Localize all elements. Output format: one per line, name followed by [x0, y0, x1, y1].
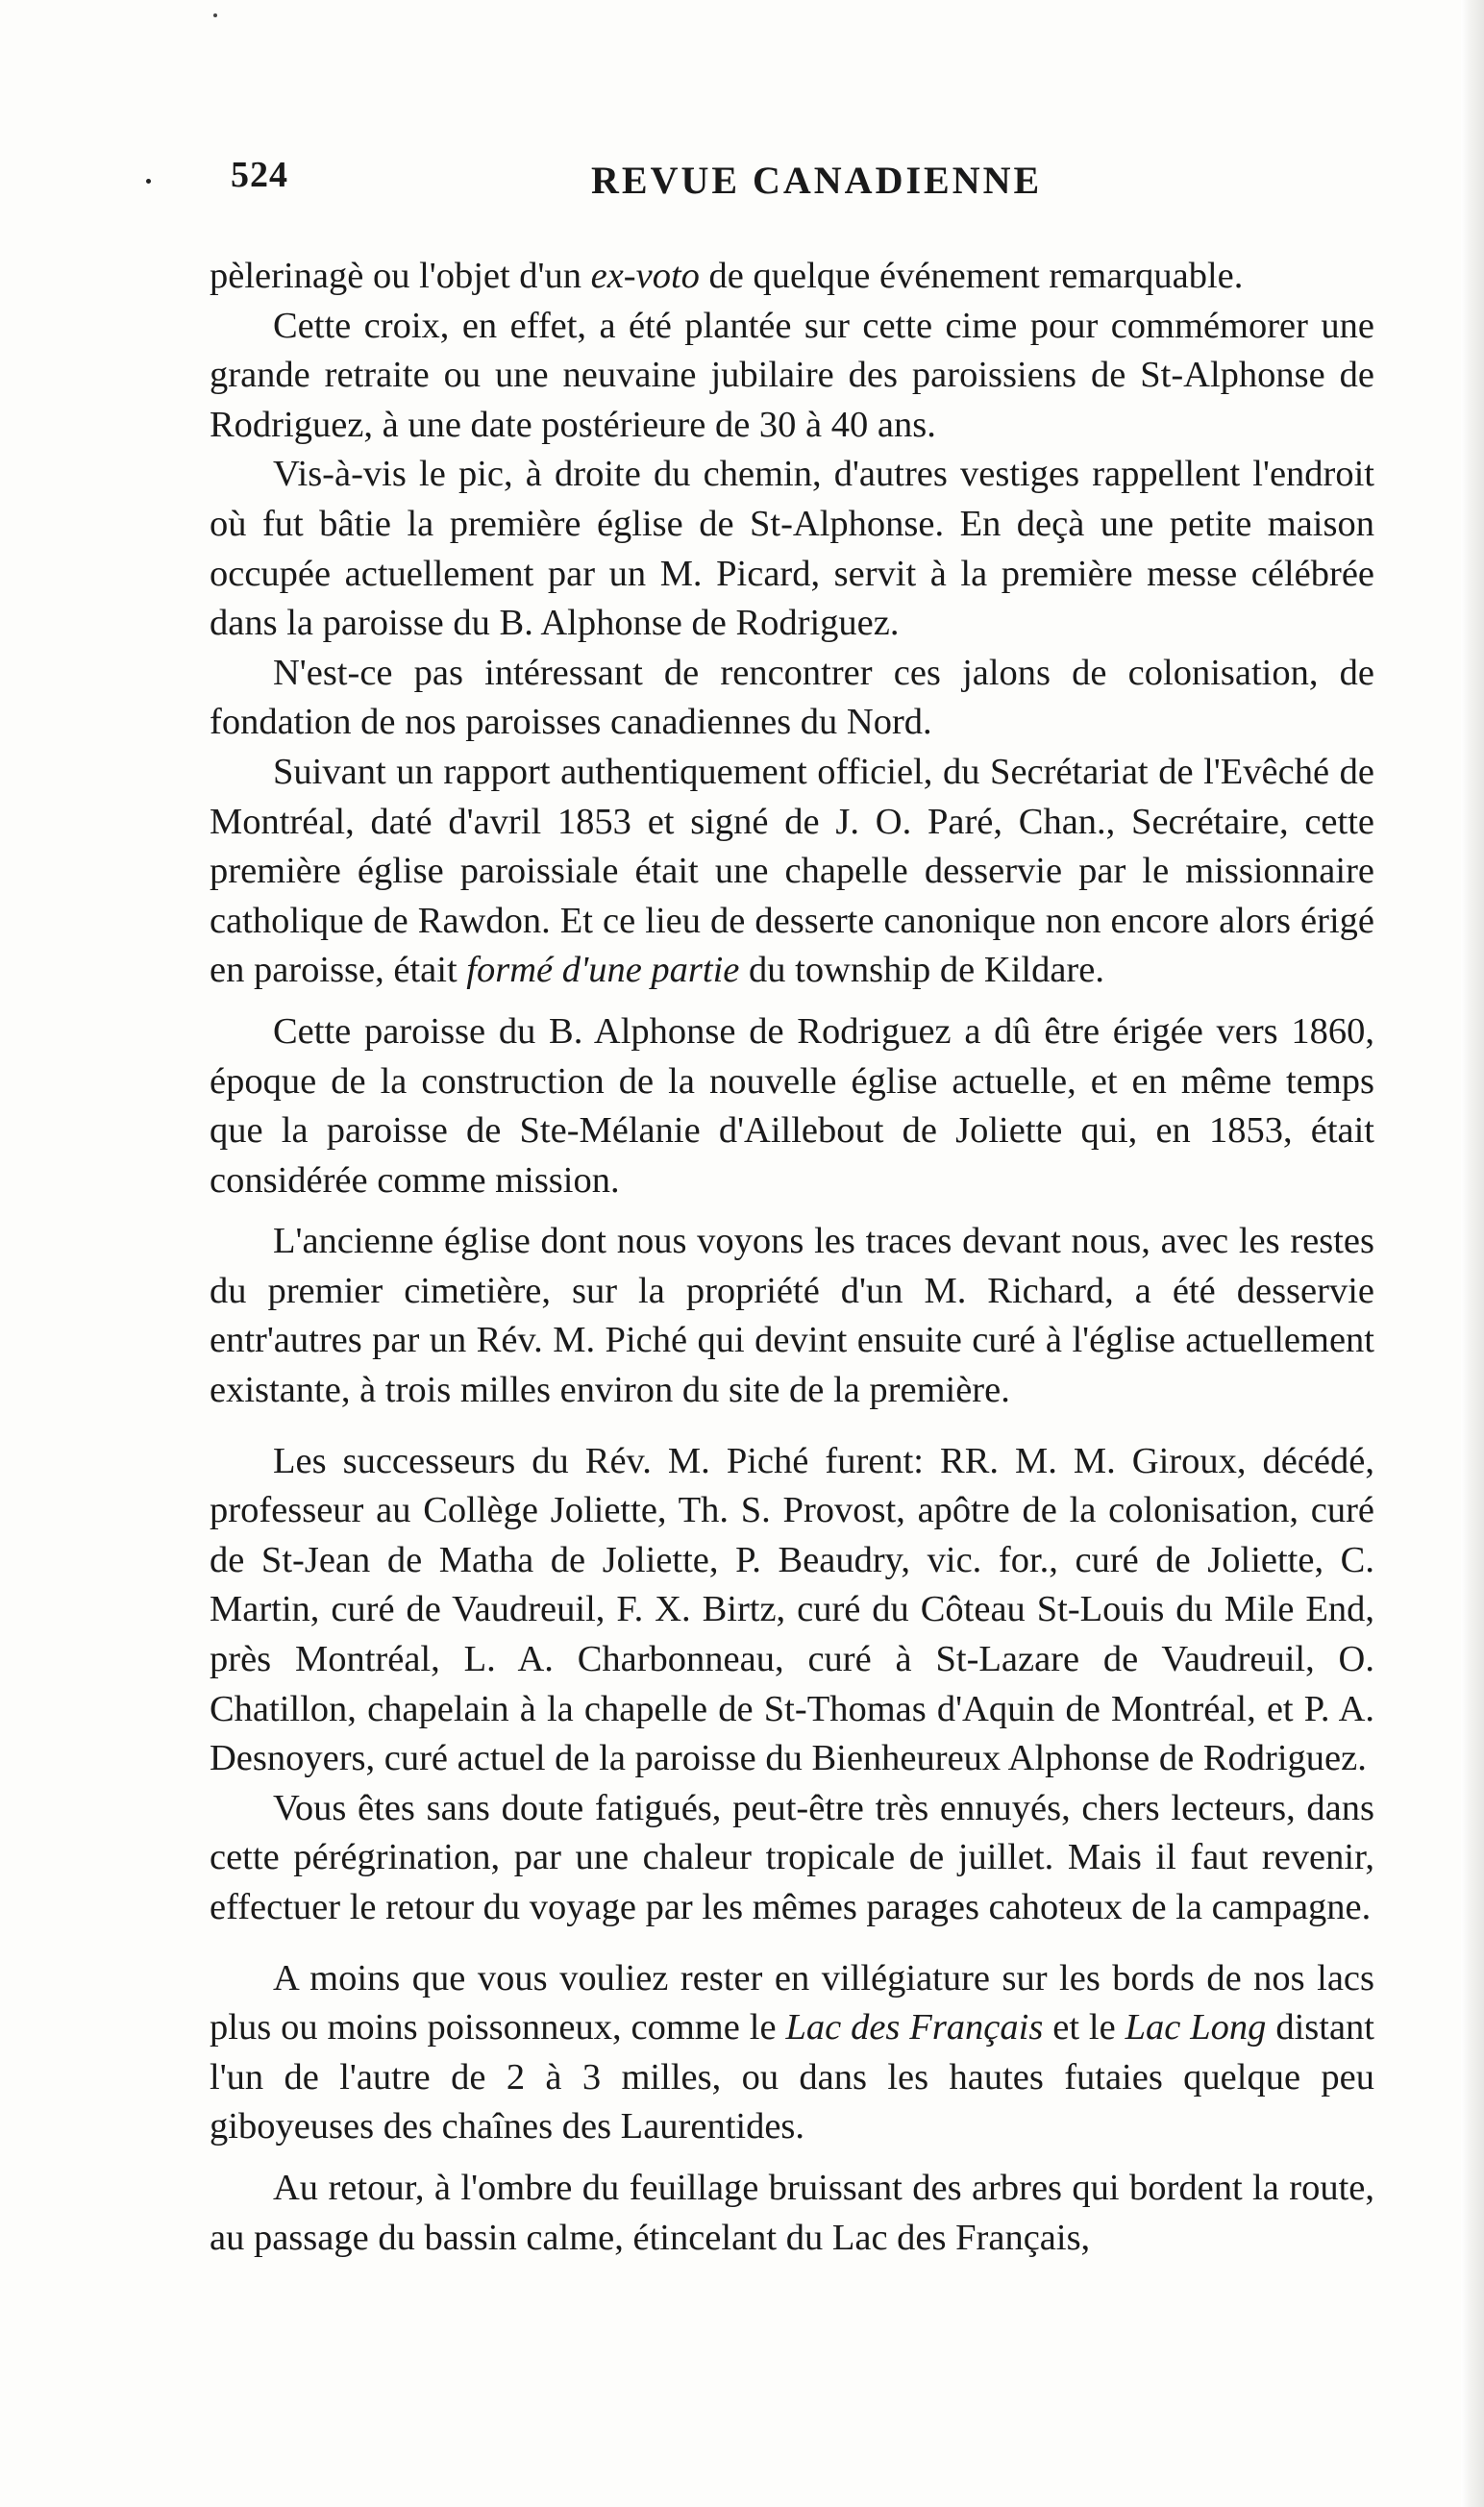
paragraph-9: Vous êtes sans doute fatigués, peut-être très ennuyés, chers lecteurs, dans cette pérégrination, par une chaleur tropicale de juillet. Mais il faut revenir, effectuer le retour du voyage par les mêmes parages cahoteux de la campagne. — [210, 1787, 1374, 1927]
scan-speck — [213, 13, 217, 17]
page-edge-shadow — [1461, 0, 1484, 2507]
italic-lac-long: Lac Long — [1125, 2007, 1267, 2048]
italic-ex-voto: ex-voto — [590, 256, 700, 296]
paragraph-10: A moins que vous vouliez rester en villégiature sur les bords de nos lacs plus ou moins poissonneux, comme le Lac des Français et le Lac Long distant l'un de l'autre de 2 à 3 milles, ou dans les hautes futaies quelque peu giboyeuses des chaînes des Laurentides. — [210, 1957, 1374, 2147]
paragraph-4: N'est-ce pas intéressant de rencontrer ces jalons de colonisation, de fondation de nos paroisses canadiennes du Nord. — [210, 652, 1374, 743]
paragraph-1: pèlerinagè ou l'objet d'un ex-voto de quelque événement remarquable. — [210, 256, 1244, 296]
margin-mark — [146, 179, 151, 184]
italic-lac-des-francais: Lac des Français — [785, 2007, 1044, 2048]
page-number: 524 — [231, 155, 288, 195]
paragraph-11: Au retour, à l'ombre du feuillage bruissant des arbres qui bordent la route, au passage du bassin calme, étincelant du Lac des Français, — [210, 2167, 1374, 2258]
paragraph-3: Vis-à-vis le pic, à droite du chemin, d'autres vestiges rappellent l'endroit où fut bâtie la première église de St-Alphonse. En deçà une petite maison occupée actuellement par un M. Picard, servit à la première messe célébrée dans la paroisse du B. Alphonse de Rodriguez. — [210, 454, 1374, 644]
paragraph-8: Les successeurs du Rév. M. Piché furent: RR. M. M. Giroux, décédé, professeur au Collège Joliette, Th. S. Provost, apôtre de la colonisation, curé de St-Jean de Matha de Joliette, P. Beaudry, vic. for., curé de Joliette, C. Martin, curé de Vaudreuil, F. X. Birtz, curé du Côteau St-Louis du Mile End, près Montréal, L. A. Charbonneau, curé à St-Lazare de Vaudreuil, O. Chatillon, chapelain à la chapelle de St-Thomas d'Aquin de Montréal, et P. A. Desnoyers, curé actuel de la paroisse du Bienheureux Alphonse de Rodriguez. — [210, 1440, 1374, 1779]
paragraph-2: Cette croix, en effet, a été plantée sur cette cime pour commémorer une grande retraite ou une neuvaine jubilaire des paroissiens de St-Alphonse de Rodriguez, à une date postérieure de 30 à 40 ans. — [210, 305, 1374, 445]
paragraph-6: Cette paroisse du B. Alphonse de Rodriguez a dû être érigée vers 1860, époque de la construction de la nouvelle église actuelle, et en même temps que la paroisse de Ste-Mélanie d'Aillebout de Joliette qui, en 1853, était considérée comme mission. — [210, 1010, 1374, 1201]
italic-formee: formé d'une partie — [466, 950, 740, 991]
running-title: REVUE CANADIENNE — [591, 159, 1043, 202]
body-text — [210, 252, 1374, 2263]
paragraph-5: Suivant un rapport authentiquement officiel, du Secrétariat de l'Evêché de Montréal, daté d'avril 1853 et signé de J. O. Paré, Chan., Secrétaire, cette première église paroissiale était une chapelle desservie par le missionnaire catholique de Rawdon. Et ce lieu de desserte canonique non encore alors érigé en paroisse, était formé d'une partie du township de Kildare. — [210, 751, 1374, 991]
page-header — [211, 154, 1365, 211]
paragraph-7: L'ancienne église dont nous voyons les traces devant nous, avec les restes du premier cimetière, sur la propriété d'un M. Richard, a été desservie entr'autres par un Rév. M. Piché qui devint ensuite curé à l'église actuellement existante, à trois milles environ du site de la première. — [210, 1221, 1374, 1411]
